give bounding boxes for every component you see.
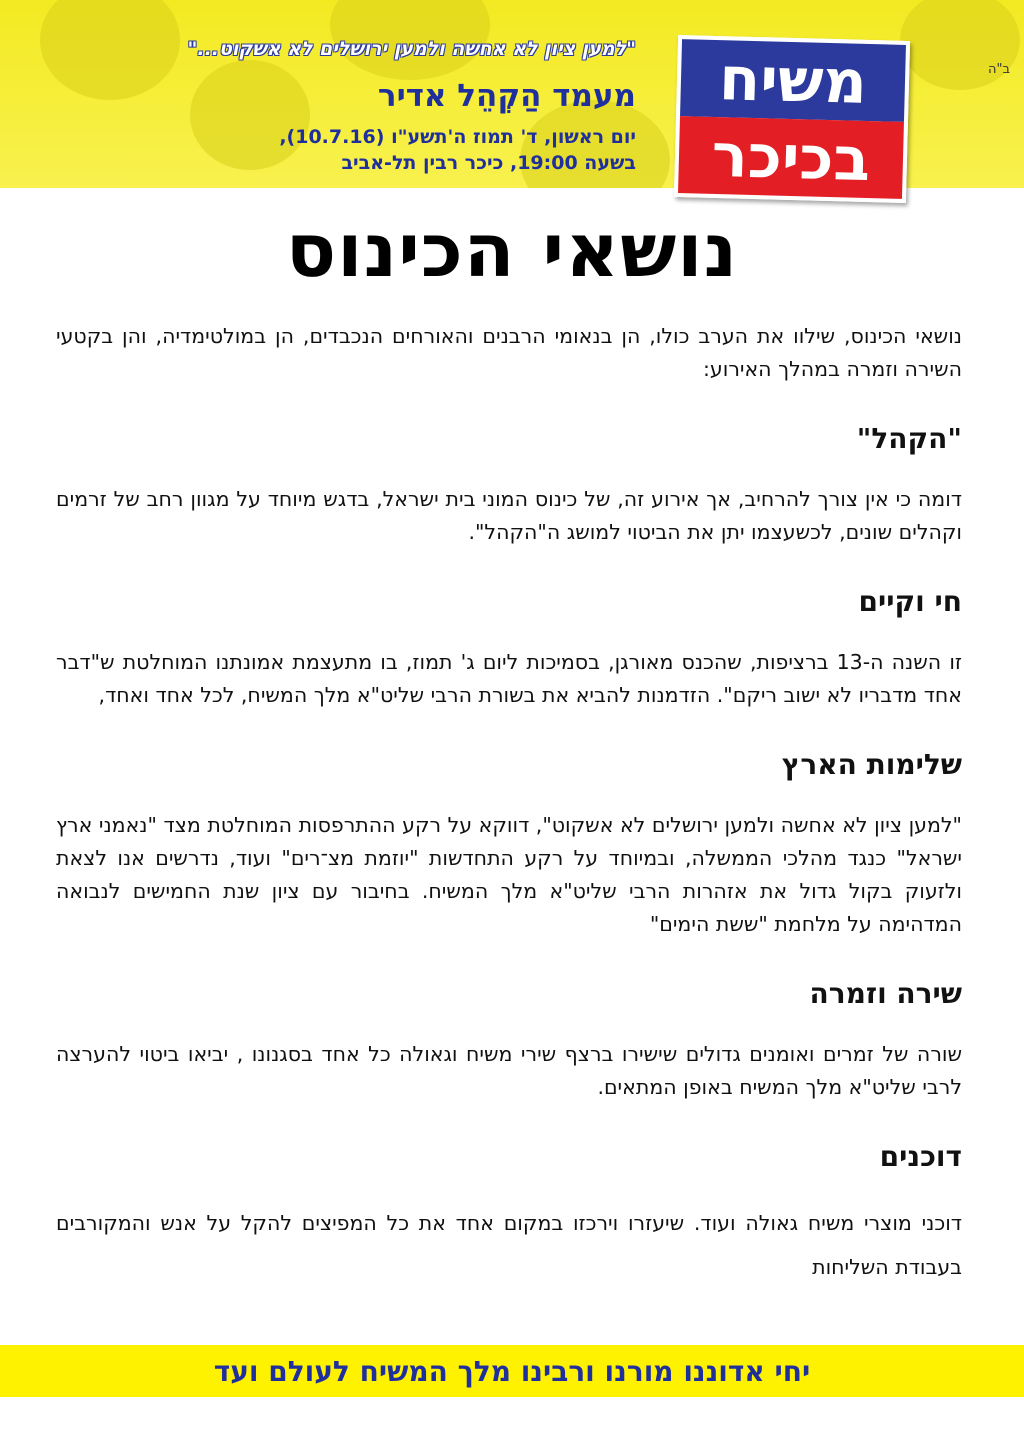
logo-bottom-text: בכיכר [678,116,904,199]
section-text-shleimut-haaretz: "למען ציון לא אחשה ולמען ירושלים לא אשקוט", דווקא על רקע ההתרפסות המוחלטת מצד "נאמני ארץ ישראל" כנגד מהלכי הממשלה, ובמיוחד על רקע התחדשות "יוזמת מצ־רים" ועוד, נדרשים אנו לצאת ולזעוק בקול גדול את אזהרות הרבי שליט"א מלך המשיח. בחיבור עם ציון שנת החמישים לנבואה המדהימה על מלחמת "ששת הימים" [56,813,962,936]
event-title: מעמד הַקְהֵל אדיר [377,78,636,114]
section-heading-duchanim: דוכנים [879,1140,962,1173]
section-text-shira-vezimra: שורה של זמרים ואומנים גדולים שישירו ברצף שירי משיח וגאולה כל אחד בסגנונו , יביאו ביטוי להערצה לרבי שליט"א מלך המשיח באופן המתאים. [56,1042,962,1099]
event-time-place: בשעה 19:00, כיכר רבין תל-אביב [341,152,636,174]
section-heading-shleimut-haaretz: שלימות הארץ [781,748,962,781]
section-heading-chai-vekayam: חי וקיים [858,585,962,618]
intro-paragraph: נושאי הכינוס, שילוו את הערב כולו, הן בנאומי הרבנים והאורחים הנכבדים, הן במולטימדיה, והן בקטעי השירה וזמרה במהלך האירוע: [56,324,962,381]
mashiach-bakikar-logo [674,35,910,203]
section-text-hakhel: דומה כי אין צורך להרחיב, אך אירוע זה, של כינוס המוני בית ישראל, בדגש מיוחד על מגוון רחב של זרמים וקהלים שונים, לכשעצמו יתן את הביטוי למושג ה"הקהל". [56,487,962,544]
section-text-chai-vekayam: זו השנה ה-13 ברציפות, שהכנס מאורגן, בסמיכות ליום ג' תמוז, בו מתעצמת אמונתנו המוחלטת ש"דבר אחד מדבריו לא ישוב ריקם". הזדמנות להביא את בשורת הרבי שליט"א מלך המשיח, לכל אחד ואחד, [56,650,962,707]
event-date: יום ראשון, ד' תמוז ה'תשע"ו (10.7.16), [279,126,636,148]
logo-top-text: משיח [680,39,906,122]
footer-banner: יחי אדוננו מורנו ורבינו מלך המשיח לעולם ועד [0,1345,1024,1397]
page-title: נושאי הכינוס [285,208,739,294]
header-slogan: "למען ציון לא אחשה ולמען ירושלים לא אשקוט..." [187,38,636,60]
section-heading-hakhel: "הקהל" [856,422,962,455]
section-heading-shira-vezimra: שירה וזמרה [809,977,962,1010]
section-text-duchanim: דוכני מוצרי משיח גאולה ועוד. שיעזרו וירכזו במקום אחד את כל המפיצים להקל על אנש והמקורבים בעבודת השליחות [56,1211,962,1279]
bh-mark: ב"ה [988,62,1010,77]
content-body [56,320,962,1289]
